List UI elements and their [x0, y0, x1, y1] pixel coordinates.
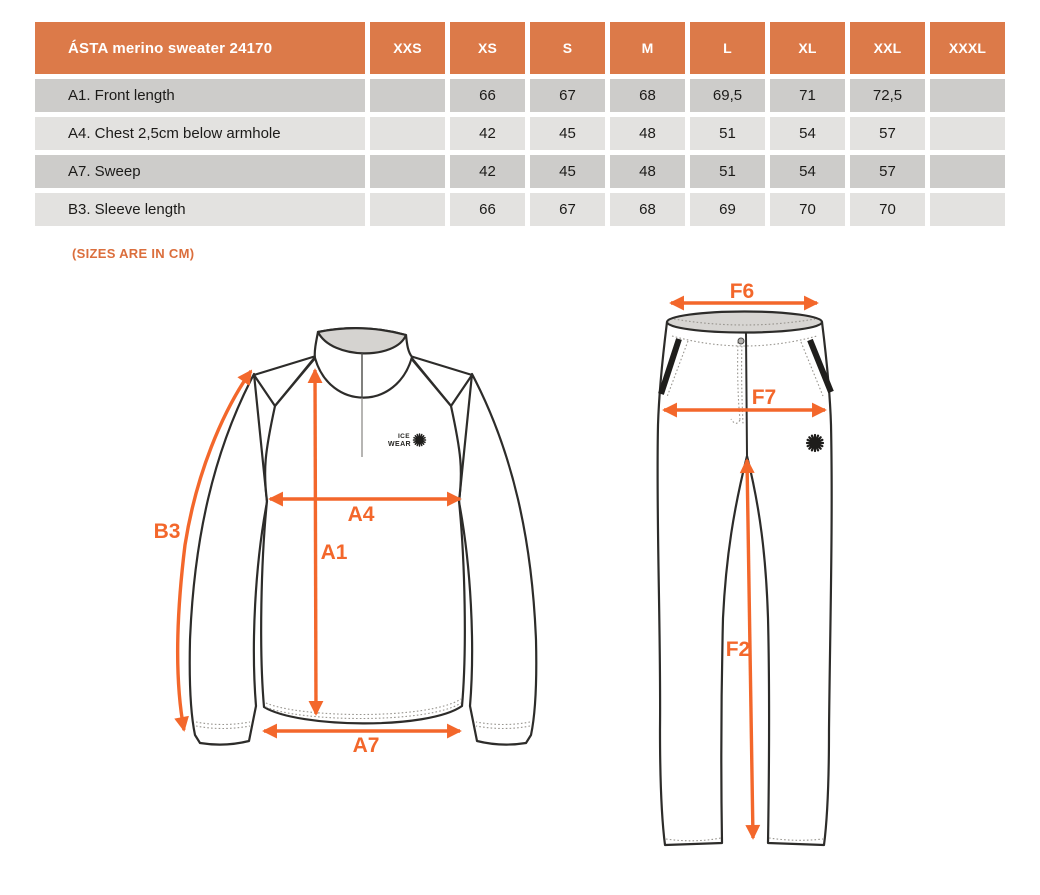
size-value: 54 [770, 155, 845, 188]
size-value: 68 [610, 79, 685, 112]
size-value: 51 [690, 117, 765, 150]
logo-text-wear: WEAR [388, 441, 411, 448]
col-header-l: L [690, 22, 765, 74]
size-value: 54 [770, 117, 845, 150]
row-label: A1. Front length [35, 79, 365, 112]
size-value: 68 [610, 193, 685, 226]
col-header-xxl: XXL [850, 22, 925, 74]
waist-button [738, 338, 744, 344]
sweater-measurement-diagram [140, 290, 560, 770]
size-value: 70 [850, 193, 925, 226]
size-value: 57 [850, 117, 925, 150]
size-value: 45 [530, 155, 605, 188]
col-header-xs: XS [450, 22, 525, 74]
center-front-seam [746, 333, 747, 455]
size-value [370, 193, 445, 226]
row-label: A7. Sweep [35, 155, 365, 188]
size-value: 42 [450, 155, 525, 188]
pants-measurement-diagram [628, 278, 892, 878]
size-value: 69,5 [690, 79, 765, 112]
a4-label: A4 [347, 503, 375, 526]
size-value [370, 155, 445, 188]
size-value [930, 79, 1005, 112]
table-header-row [35, 22, 1005, 74]
product-title: ÁSTA merino sweater 24170 [35, 22, 365, 74]
size-value: 67 [530, 79, 605, 112]
size-value: 69 [690, 193, 765, 226]
size-value [370, 117, 445, 150]
a1-front-length-arrow [315, 370, 316, 714]
table-row [35, 155, 1005, 188]
logo-text-ice: ICE [397, 433, 410, 440]
size-value: 57 [850, 155, 925, 188]
size-value [930, 193, 1005, 226]
table-row [35, 117, 1005, 150]
sweater-right-sleeve [459, 374, 536, 745]
sweater-left-sleeve [190, 374, 267, 745]
size-value: 70 [770, 193, 845, 226]
sizes-unit-note: (SIZES ARE IN CM) [72, 246, 195, 261]
size-value [370, 79, 445, 112]
col-header-xl: XL [770, 22, 845, 74]
size-value: 42 [450, 117, 525, 150]
size-value: 66 [450, 79, 525, 112]
f6-label: F6 [729, 280, 755, 303]
size-value [930, 155, 1005, 188]
table-row [35, 193, 1005, 226]
size-value: 51 [690, 155, 765, 188]
row-label: B3. Sleeve length [35, 193, 365, 226]
f7-label: F7 [751, 386, 777, 409]
col-header-xxs: XXS [370, 22, 445, 74]
snowflake-icon [807, 435, 823, 451]
a1-label: A1 [320, 541, 348, 564]
snowflake-icon [414, 434, 426, 446]
size-value: 71 [770, 79, 845, 112]
a7-label: A7 [352, 734, 380, 757]
size-table [30, 17, 1010, 231]
size-value: 48 [610, 155, 685, 188]
size-value: 45 [530, 117, 605, 150]
size-value: 66 [450, 193, 525, 226]
f2-label: F2 [725, 638, 751, 661]
pants-outline [658, 316, 832, 845]
size-value: 48 [610, 117, 685, 150]
size-value: 67 [530, 193, 605, 226]
size-value: 72,5 [850, 79, 925, 112]
col-header-s: S [530, 22, 605, 74]
col-header-m: M [610, 22, 685, 74]
sweater-body [261, 357, 465, 723]
table-row [35, 79, 1005, 112]
row-label: A4. Chest 2,5cm below armhole [35, 117, 365, 150]
b3-label: B3 [153, 520, 181, 543]
col-header-xxxl: XXXL [930, 22, 1005, 74]
size-value [930, 117, 1005, 150]
